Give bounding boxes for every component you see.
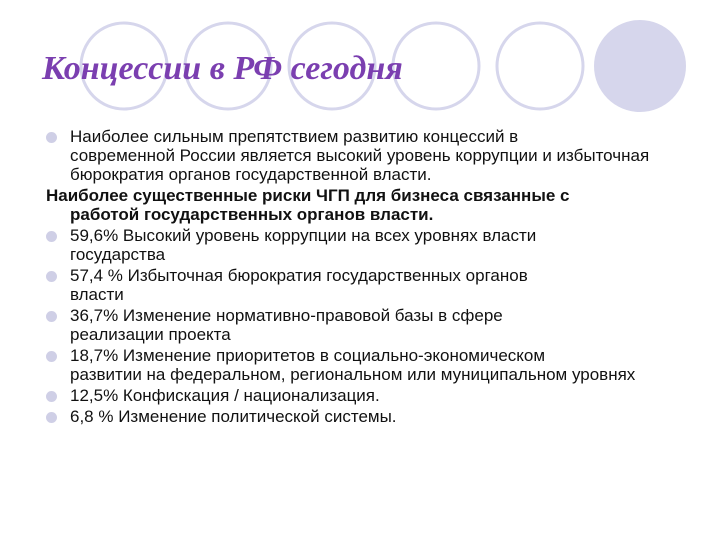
item-text: 6,8 % Изменение политической системы. <box>70 407 397 426</box>
heading-text-continued: работой государственных органов власти. <box>70 205 434 224</box>
circle-bullet-icon <box>46 132 57 143</box>
item-text: Наиболее сильным препятствием развитию концессий в <box>70 127 519 146</box>
circle-bullet-icon <box>46 311 57 322</box>
circle-bullet-icon <box>46 412 57 423</box>
list-item <box>46 127 686 184</box>
item-text: 18,7% Изменение приоритетов в социально-экономическом <box>70 346 546 365</box>
circle-outline <box>393 23 479 109</box>
item-text-continued: реализации проекта <box>70 325 231 344</box>
list-item <box>46 407 686 426</box>
circle-bullet-icon <box>46 391 57 402</box>
item-text: 57,4 % Избыточная бюрократия государственных органов <box>70 266 528 285</box>
item-text: 36,7% Изменение нормативно-правовой базы в сфере <box>70 306 503 325</box>
heading-text: Наиболее существенные риски ЧГП для бизнеса связанные с <box>46 186 570 205</box>
list-heading <box>46 186 686 224</box>
circle-bullet-icon <box>46 271 57 282</box>
list-item <box>46 226 686 264</box>
item-text-continued: государства <box>70 245 166 264</box>
item-text-continued: современной России является высокий уровень коррупции и избыточная бюрократия органов государственной власти. <box>70 146 650 184</box>
slide-content <box>46 127 686 428</box>
list-item <box>46 306 686 344</box>
slide-title: Концессии в РФ сегодня <box>42 50 403 87</box>
list-item <box>46 266 686 304</box>
circle-bullet-icon <box>46 351 57 362</box>
item-text: 12,5% Конфискация / национализация. <box>70 386 380 405</box>
circle-filled <box>594 20 686 112</box>
list-item <box>46 346 686 384</box>
item-text-continued: развитии на федеральном, региональном или муниципальном уровнях <box>70 365 636 384</box>
item-text-continued: власти <box>70 285 124 304</box>
circle-bullet-icon <box>46 231 57 242</box>
circle-outline <box>497 23 583 109</box>
list-item <box>46 386 686 405</box>
item-text: 59,6% Высокий уровень коррупции на всех уровнях власти <box>70 226 537 245</box>
